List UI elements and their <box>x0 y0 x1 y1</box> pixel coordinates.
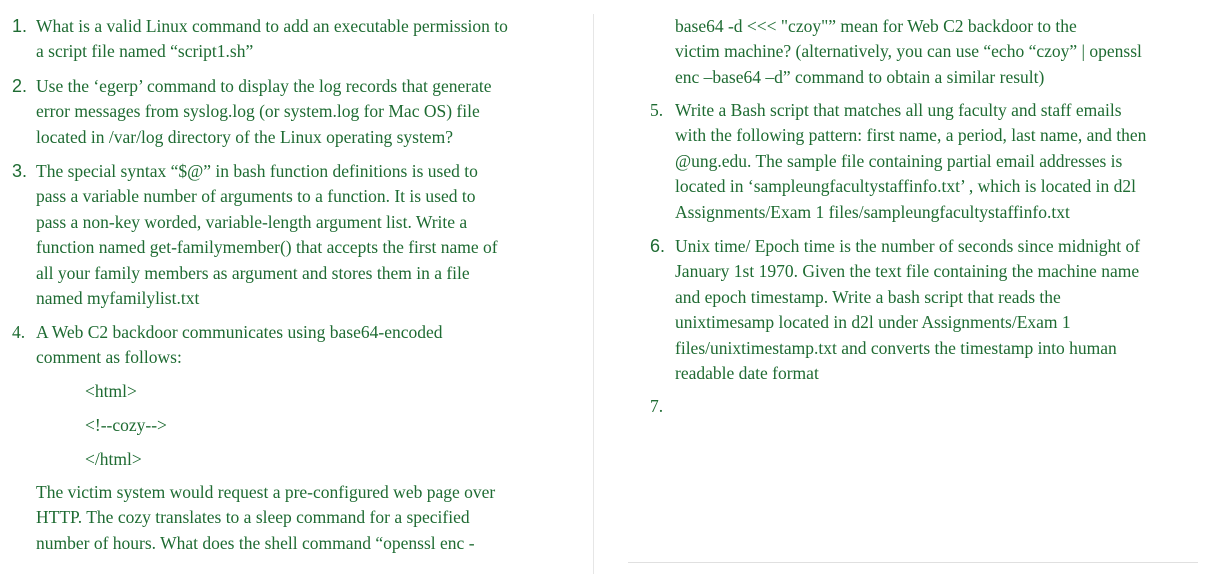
question-7-number: 7. <box>650 396 664 416</box>
question-1 <box>12 14 582 65</box>
question-5-number: 5. <box>650 100 664 120</box>
question-6-text: Unix time/ Epoch time is the number of seconds since midnight of January 1st 1970. Given the text file containing the machine name and epoch timestamp. Write a bash script that reads the unixtimesamp located in d2l under Assignments/Exam 1 files/unixtimestamp.txt and converts the timestamp into human readable date format <box>675 236 1141 384</box>
code-line-html-open: <html> <box>85 381 137 401</box>
question-5 <box>650 98 1210 225</box>
question-6-number: 6. <box>650 236 666 256</box>
question-1-number: 1. <box>12 16 28 36</box>
question-3-number: 3. <box>12 161 28 181</box>
code-line-html-close: </html> <box>85 449 142 469</box>
column-divider <box>593 14 594 574</box>
code-line-comment: <!--cozy--> <box>85 415 167 435</box>
question-2 <box>12 74 582 150</box>
question-2-number: 2. <box>12 76 28 96</box>
question-5-text: Write a Bash script that matches all ung faculty and staff emails with the following pattern: first name, a period, last name, and then @ung.edu. The sample file containing partial email addresses is located in ‘sampleungfacultystaffinfo.txt’ , which is located in d2l Assignments/Exam 1 files/sampleungfacultystaffinfo.txt <box>675 100 1147 222</box>
question-4-number: 4. <box>12 322 26 342</box>
question-3 <box>12 159 582 311</box>
question-2-text: Use the ‘egerp’ command to display the log records that generate error messages from syslog.log (or system.log for Mac OS) file located in /var/log directory of the Linux operating system? <box>36 76 492 147</box>
question-1-text: What is a valid Linux command to add an executable permission to a script file named “script1.sh” <box>36 16 508 62</box>
footer-rule <box>628 562 1198 563</box>
question-6 <box>650 234 1210 386</box>
question-4-text: A Web C2 backdoor communicates using base64-encoded comment as follows: <box>36 322 443 368</box>
question-4 <box>12 320 582 371</box>
question-3-text: The special syntax “$@” in bash function definitions is used to pass a variable number of arguments to a function. It is used to pass a non-key worded, variable-length argument list. Write a function named get-familymember() that accepts the first name of all your family members as argument and stores them in a file named myfamilylist.txt <box>36 161 498 309</box>
question-4-continuation: base64 -d <<< "czoy"” mean for Web C2 backdoor to the victim machine? (alternatively, you can use “echo “czoy” | openssl enc –base64 –d” command to obtain a similar result) <box>675 16 1142 87</box>
question-4-paragraph: The victim system would request a pre-configured web page over HTTP. The cozy translates to a sleep command for a specified number of hours. What does the shell command “openssl enc - <box>36 482 496 553</box>
